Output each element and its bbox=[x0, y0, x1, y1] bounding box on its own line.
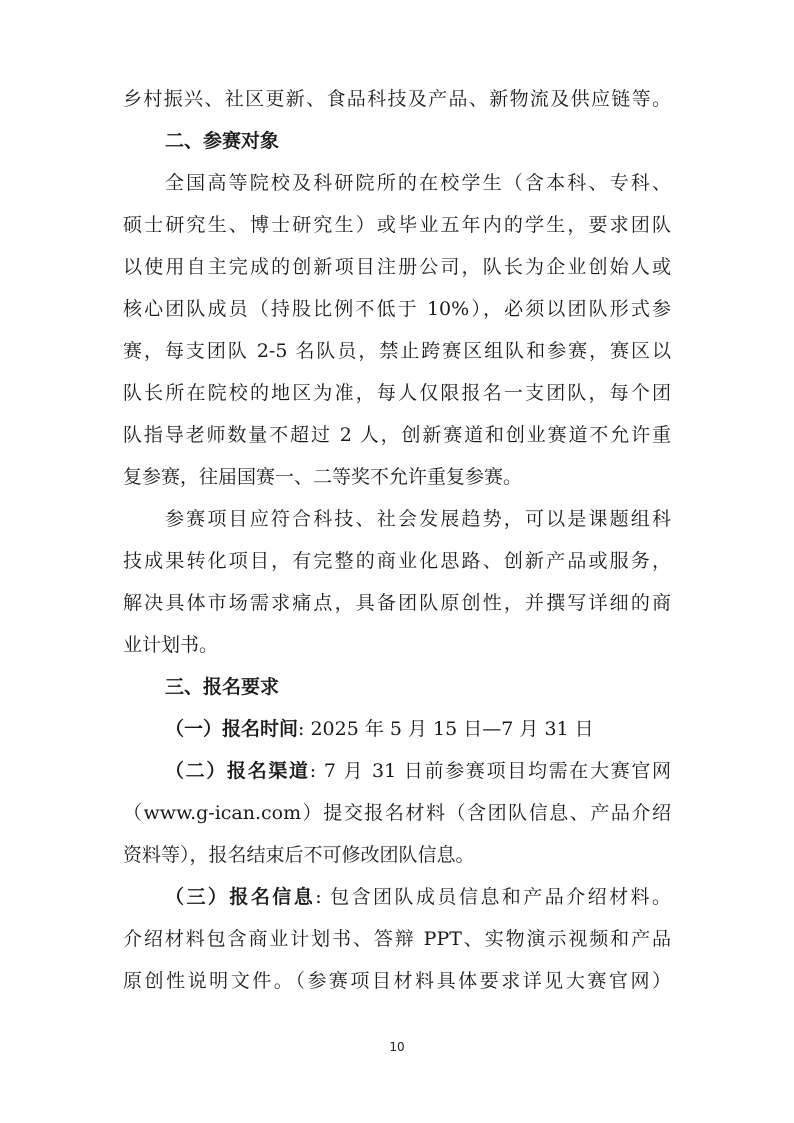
paragraph-line: 队长所在院校的地区为准，每人仅限报名一支团队，每个团 bbox=[123, 382, 671, 404]
registration-info-text: : 包含团队成员信息和产品介绍材料。 bbox=[315, 886, 671, 908]
paragraph-line: 介绍材料包含商业计划书、答辩 PPT、实物演示视频和产品 bbox=[123, 928, 671, 950]
paragraph-line: 复参赛，往届国赛一、二等奖不允许重复参赛。 bbox=[123, 466, 523, 488]
section3-heading: 三、报名要求 bbox=[165, 676, 280, 698]
paragraph-line: （www.g-ican.com）提交报名材料（含团队信息、产品介绍 bbox=[123, 802, 671, 824]
paragraph-line: 核心团队成员（持股比例不低于 10%），必须以团队形式参 bbox=[123, 298, 671, 320]
registration-channel-text: : 7 月 31 日前参赛项目均需在大赛官网 bbox=[309, 760, 671, 782]
paragraph-line: 队指导老师数量不超过 2 人，创新赛道和创业赛道不允许重 bbox=[123, 424, 671, 446]
paragraph-line: 解决具体市场需求痛点，具备团队原创性，并撰写详细的商 bbox=[123, 592, 671, 614]
paragraph-line: 资料等），报名结束后不可修改团队信息。 bbox=[123, 844, 475, 866]
paragraph-line bbox=[123, 876, 671, 918]
registration-time-label: （一）报名时间 bbox=[165, 718, 299, 740]
registration-channel bbox=[123, 750, 671, 876]
paragraph-line: 全国高等院校及科研院所的在校学生（含本科、专科、 bbox=[165, 172, 671, 194]
registration-time bbox=[123, 708, 671, 750]
registration-channel-label: （二）报名渠道 bbox=[165, 760, 310, 782]
paragraph-line: 原创性说明文件。（参赛项目材料具体要求详见大赛官网） bbox=[123, 970, 671, 992]
section2-heading: 二、参赛对象 bbox=[165, 130, 280, 152]
intro-line: 乡村振兴、社区更新、食品科技及产品、新物流及供应链等。 bbox=[123, 88, 671, 110]
paragraph-line: 赛，每支团队 2-5 名队员，禁止跨赛区组队和参赛，赛区以 bbox=[123, 340, 671, 362]
page-content bbox=[123, 78, 671, 1002]
registration-info-label: （三）报名信息 bbox=[165, 886, 316, 908]
section2-paragraph-2 bbox=[123, 498, 671, 666]
section2-paragraph-1 bbox=[123, 162, 671, 498]
paragraph-line: 技成果转化项目，有完整的商业化思路、创新产品或服务， bbox=[123, 550, 671, 572]
registration-time-text: : 2025 年 5 月 15 日—7 月 31 日 bbox=[298, 718, 594, 740]
paragraph-line: 业计划书。 bbox=[123, 634, 219, 656]
paragraph-line: 参赛项目应符合科技、社会发展趋势，可以是课题组科 bbox=[165, 508, 671, 530]
paragraph-line: 硕士研究生、博士研究生）或毕业五年内的学生，要求团队 bbox=[123, 214, 671, 236]
paragraph-line bbox=[123, 750, 671, 792]
page-number: 10 bbox=[389, 1040, 405, 1054]
registration-info bbox=[123, 876, 671, 1002]
paragraph-line: 以使用自主完成的创新项目注册公司，队长为企业创始人或 bbox=[123, 256, 671, 278]
